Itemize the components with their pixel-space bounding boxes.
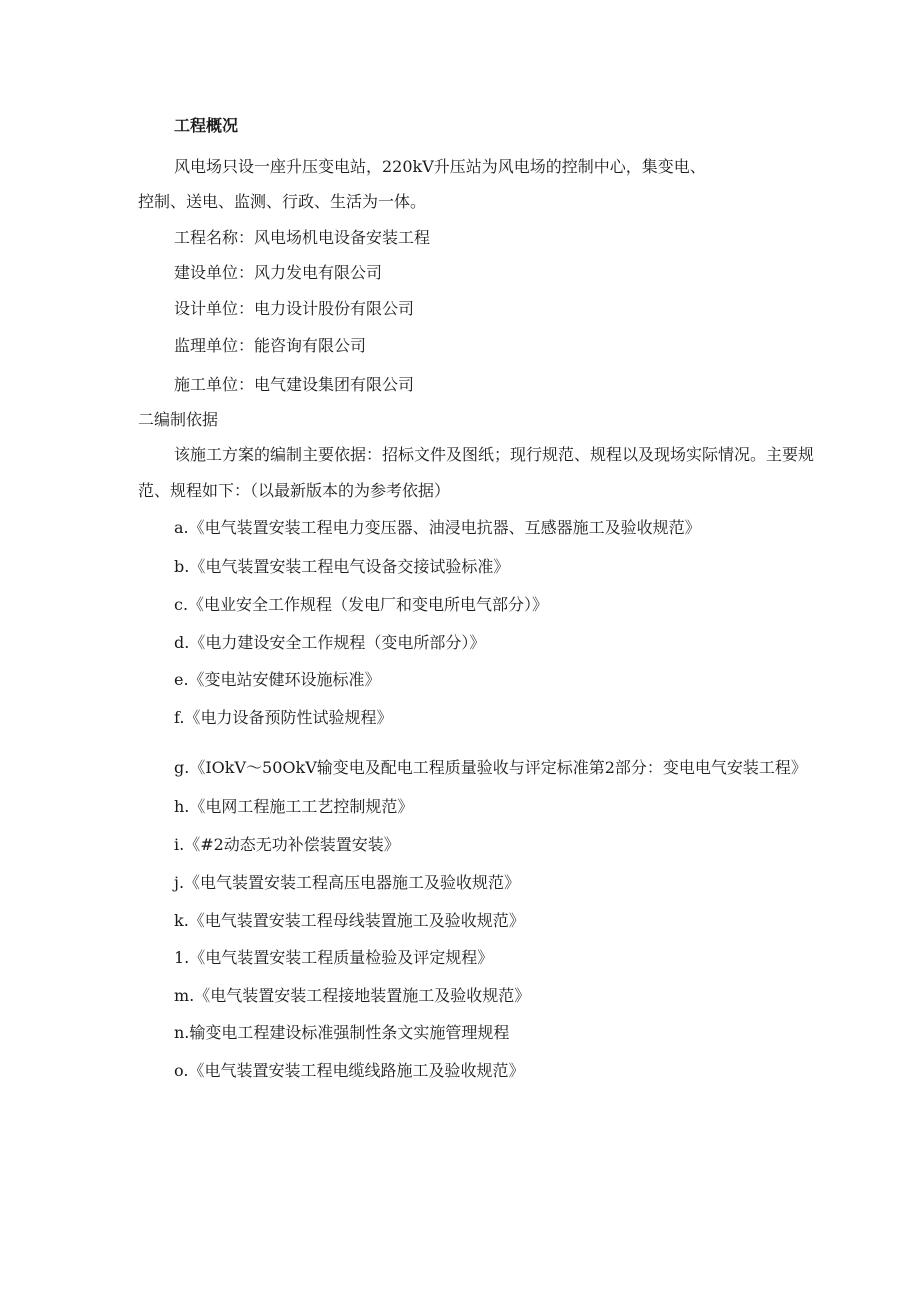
list-item: d.《电力建设安全工作规程（变电所部分）》 <box>174 633 486 652</box>
list-item: e.《变电站安健环设施标准》 <box>174 670 381 689</box>
list-item: f.《电力设备预防性试验规程》 <box>174 708 393 727</box>
project-name-line: 工程名称：风电场机电设备安装工程 <box>174 228 431 247</box>
list-item: i.《#2动态无功补偿装置安装》 <box>174 835 400 854</box>
list-item: a.《电气装置安装工程电力变压器、油浸电抗器、互感器施工及验收规范》 <box>174 518 701 537</box>
overview-paragraph-line-1: 风电场只设一座升压变电站，220kV升压站为风电场的控制中心，集变电、 <box>174 157 706 176</box>
list-item: h.《电网工程施工工艺控制规范》 <box>174 797 414 816</box>
list-item: 1.《电气装置安装工程质量检验及评定规程》 <box>174 948 494 967</box>
supervisor-line: 监理单位：能咨询有限公司 <box>174 336 367 355</box>
list-item: g.《IOkV～50OkV输变电及配电工程质量验收与评定标准第2部分：变电电气安装工程》 <box>174 758 807 777</box>
basis-paragraph-line-1: 该施工方案的编制主要依据：招标文件及图纸；现行规范、规程以及现场实际情况。主要规 <box>174 445 815 464</box>
list-item: j.《电气装置安装工程高压电器施工及验收规范》 <box>174 873 521 892</box>
section-heading-basis: 二编制依据 <box>138 410 219 429</box>
section-heading-overview: 工程概况 <box>174 116 239 135</box>
basis-paragraph-line-2: 范、规程如下：（以最新版本的为参考依据） <box>138 481 451 500</box>
list-item: o.《电气装置安装工程电缆线路施工及验收规范》 <box>174 1061 525 1080</box>
list-item: n.输变电工程建设标准强制性条文实施管理规程 <box>174 1023 510 1042</box>
overview-paragraph-line-2: 控制、送电、监测、行政、生活为一体。 <box>138 192 427 211</box>
list-item: c.《电业安全工作规程（发电厂和变电所电气部分）》 <box>174 595 549 614</box>
list-item: k.《电气装置安装工程母线装置施工及验收规范》 <box>174 911 525 930</box>
owner-line: 建设单位：风力发电有限公司 <box>174 263 383 282</box>
list-item: m.《电气装置安装工程接地装置施工及验收规范》 <box>174 986 531 1005</box>
contractor-line: 施工单位：电气建设集团有限公司 <box>174 375 415 394</box>
list-item: b.《电气装置安装工程电气设备交接试验标准》 <box>174 557 510 576</box>
designer-line: 设计单位：电力设计股份有限公司 <box>174 299 415 318</box>
